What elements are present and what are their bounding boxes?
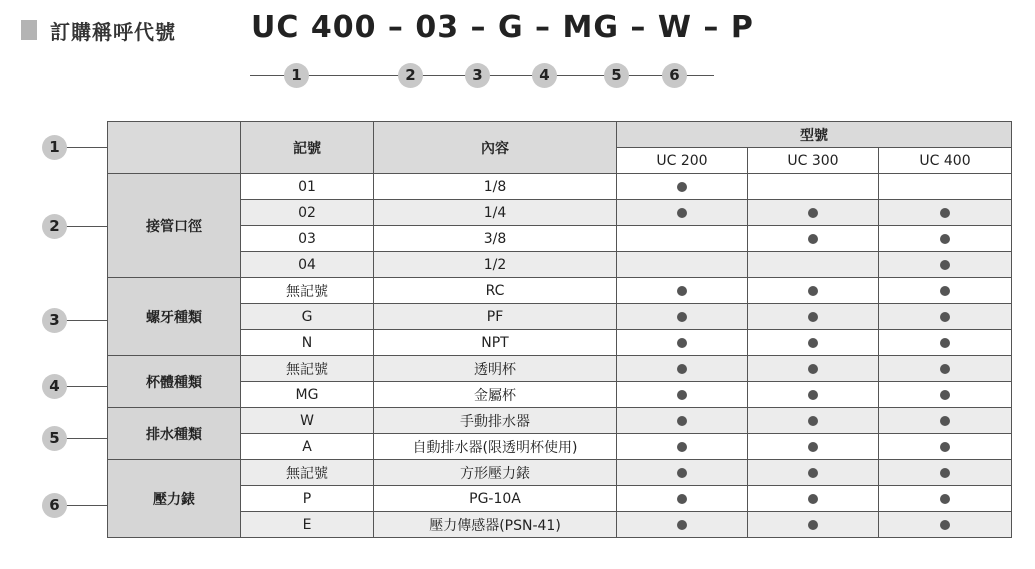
header-model-uc200: UC 200 bbox=[617, 148, 748, 174]
table-row bbox=[108, 382, 1012, 408]
ordering-code-table bbox=[107, 121, 1012, 538]
available-dot-icon bbox=[677, 494, 687, 504]
available-dot-icon bbox=[677, 338, 687, 348]
code-cell: 04 bbox=[241, 252, 374, 278]
section-1-cell bbox=[108, 122, 241, 174]
available-dot-icon bbox=[940, 442, 950, 452]
table-row bbox=[108, 408, 1012, 434]
table-row bbox=[108, 200, 1012, 226]
availability-cell bbox=[879, 304, 1012, 330]
category-cell: 螺牙種類 bbox=[108, 278, 241, 356]
content-cell: 3/8 bbox=[374, 226, 617, 252]
availability-cell bbox=[879, 356, 1012, 382]
section-marker-4: 4 bbox=[42, 374, 67, 399]
available-dot-icon bbox=[940, 312, 950, 322]
available-dot-icon bbox=[808, 286, 818, 296]
code-cell: E bbox=[241, 512, 374, 538]
table-row bbox=[108, 226, 1012, 252]
header-model-uc400: UC 400 bbox=[879, 148, 1012, 174]
available-dot-icon bbox=[677, 442, 687, 452]
available-dot-icon bbox=[808, 338, 818, 348]
available-dot-icon bbox=[940, 494, 950, 504]
availability-cell bbox=[617, 252, 748, 278]
availability-cell bbox=[617, 200, 748, 226]
availability-cell bbox=[617, 330, 748, 356]
code-cell: A bbox=[241, 434, 374, 460]
content-cell: 透明杯 bbox=[374, 356, 617, 382]
available-dot-icon bbox=[940, 364, 950, 374]
availability-cell bbox=[748, 382, 879, 408]
header-model-uc300: UC 300 bbox=[748, 148, 879, 174]
availability-cell bbox=[879, 486, 1012, 512]
header-code: 記號 bbox=[241, 122, 374, 174]
section-marker-1: 1 bbox=[42, 135, 67, 160]
availability-cell bbox=[617, 226, 748, 252]
table-row bbox=[108, 434, 1012, 460]
available-dot-icon bbox=[677, 416, 687, 426]
available-dot-icon bbox=[940, 208, 950, 218]
content-cell: 1/2 bbox=[374, 252, 617, 278]
available-dot-icon bbox=[940, 260, 950, 270]
code-cell: MG bbox=[241, 382, 374, 408]
availability-cell bbox=[879, 200, 1012, 226]
table-row bbox=[108, 330, 1012, 356]
content-cell: 手動排水器 bbox=[374, 408, 617, 434]
code-marker-2: 2 bbox=[398, 63, 423, 88]
content-cell: 自動排水器(限透明杯使用) bbox=[374, 434, 617, 460]
code-marker-1: 1 bbox=[284, 63, 309, 88]
availability-cell bbox=[748, 304, 879, 330]
availability-cell bbox=[617, 408, 748, 434]
content-cell: 1/8 bbox=[374, 174, 617, 200]
availability-cell bbox=[617, 304, 748, 330]
availability-cell bbox=[617, 356, 748, 382]
code-marker-6: 6 bbox=[662, 63, 687, 88]
available-dot-icon bbox=[940, 416, 950, 426]
available-dot-icon bbox=[808, 364, 818, 374]
availability-cell bbox=[879, 330, 1012, 356]
code-cell: 無記號 bbox=[241, 460, 374, 486]
availability-cell bbox=[748, 226, 879, 252]
code-cell: P bbox=[241, 486, 374, 512]
availability-cell bbox=[879, 512, 1012, 538]
availability-cell bbox=[748, 330, 879, 356]
availability-cell bbox=[879, 460, 1012, 486]
availability-cell bbox=[748, 252, 879, 278]
table-row bbox=[108, 460, 1012, 486]
available-dot-icon bbox=[808, 390, 818, 400]
available-dot-icon bbox=[677, 208, 687, 218]
code-cell: 03 bbox=[241, 226, 374, 252]
table-row bbox=[108, 252, 1012, 278]
content-cell: PG-10A bbox=[374, 486, 617, 512]
available-dot-icon bbox=[808, 416, 818, 426]
table-row bbox=[108, 512, 1012, 538]
available-dot-icon bbox=[677, 312, 687, 322]
available-dot-icon bbox=[808, 208, 818, 218]
table-row bbox=[108, 278, 1012, 304]
code-cell: G bbox=[241, 304, 374, 330]
code-cell: W bbox=[241, 408, 374, 434]
available-dot-icon bbox=[808, 494, 818, 504]
header-content: 內容 bbox=[374, 122, 617, 174]
availability-cell bbox=[879, 226, 1012, 252]
content-cell: 1/4 bbox=[374, 200, 617, 226]
available-dot-icon bbox=[940, 468, 950, 478]
available-dot-icon bbox=[808, 520, 818, 530]
code-marker-3: 3 bbox=[465, 63, 490, 88]
table-row bbox=[108, 486, 1012, 512]
section-marker-2: 2 bbox=[42, 214, 67, 239]
code-cell: 無記號 bbox=[241, 356, 374, 382]
available-dot-icon bbox=[677, 364, 687, 374]
available-dot-icon bbox=[940, 390, 950, 400]
availability-cell bbox=[879, 252, 1012, 278]
section-marker-5: 5 bbox=[42, 426, 67, 451]
availability-cell bbox=[879, 278, 1012, 304]
availability-cell bbox=[748, 278, 879, 304]
available-dot-icon bbox=[677, 390, 687, 400]
availability-cell bbox=[748, 460, 879, 486]
available-dot-icon bbox=[677, 286, 687, 296]
content-cell: 金屬杯 bbox=[374, 382, 617, 408]
header-marker-square bbox=[21, 20, 37, 40]
available-dot-icon bbox=[940, 338, 950, 348]
table-row bbox=[108, 356, 1012, 382]
availability-cell bbox=[748, 174, 879, 200]
available-dot-icon bbox=[677, 468, 687, 478]
available-dot-icon bbox=[940, 286, 950, 296]
availability-cell bbox=[748, 434, 879, 460]
section-marker-6: 6 bbox=[42, 493, 67, 518]
availability-cell bbox=[748, 512, 879, 538]
available-dot-icon bbox=[677, 520, 687, 530]
available-dot-icon bbox=[940, 520, 950, 530]
content-cell: NPT bbox=[374, 330, 617, 356]
content-cell: RC bbox=[374, 278, 617, 304]
page-title: 訂購稱呼代號 bbox=[50, 20, 176, 44]
availability-cell bbox=[617, 434, 748, 460]
availability-cell bbox=[879, 434, 1012, 460]
code-cell: 02 bbox=[241, 200, 374, 226]
category-cell: 杯體種類 bbox=[108, 356, 241, 408]
model-code-example: UC 400 – 03 – G – MG – W – P bbox=[251, 10, 754, 45]
header-model-group: 型號 bbox=[617, 122, 1012, 148]
table-row bbox=[108, 304, 1012, 330]
availability-cell bbox=[879, 174, 1012, 200]
available-dot-icon bbox=[940, 234, 950, 244]
table-row bbox=[108, 174, 1012, 200]
availability-cell bbox=[748, 200, 879, 226]
code-marker-5: 5 bbox=[604, 63, 629, 88]
availability-cell bbox=[617, 382, 748, 408]
availability-cell bbox=[617, 174, 748, 200]
availability-cell bbox=[617, 486, 748, 512]
code-cell: N bbox=[241, 330, 374, 356]
code-marker-4: 4 bbox=[532, 63, 557, 88]
content-cell: PF bbox=[374, 304, 617, 330]
availability-cell bbox=[617, 460, 748, 486]
available-dot-icon bbox=[677, 182, 687, 192]
content-cell: 方形壓力錶 bbox=[374, 460, 617, 486]
availability-cell bbox=[617, 512, 748, 538]
availability-cell bbox=[748, 408, 879, 434]
section-marker-3: 3 bbox=[42, 308, 67, 333]
category-cell: 排水種類 bbox=[108, 408, 241, 460]
availability-cell bbox=[617, 278, 748, 304]
available-dot-icon bbox=[808, 442, 818, 452]
availability-cell bbox=[748, 356, 879, 382]
code-cell: 01 bbox=[241, 174, 374, 200]
availability-cell bbox=[879, 382, 1012, 408]
available-dot-icon bbox=[808, 234, 818, 244]
availability-cell bbox=[879, 408, 1012, 434]
category-cell: 壓力錶 bbox=[108, 460, 241, 538]
content-cell: 壓力傳感器(PSN-41) bbox=[374, 512, 617, 538]
availability-cell bbox=[748, 486, 879, 512]
available-dot-icon bbox=[808, 468, 818, 478]
available-dot-icon bbox=[808, 312, 818, 322]
code-cell: 無記號 bbox=[241, 278, 374, 304]
table-body bbox=[108, 174, 1012, 538]
category-cell: 接管口徑 bbox=[108, 174, 241, 278]
